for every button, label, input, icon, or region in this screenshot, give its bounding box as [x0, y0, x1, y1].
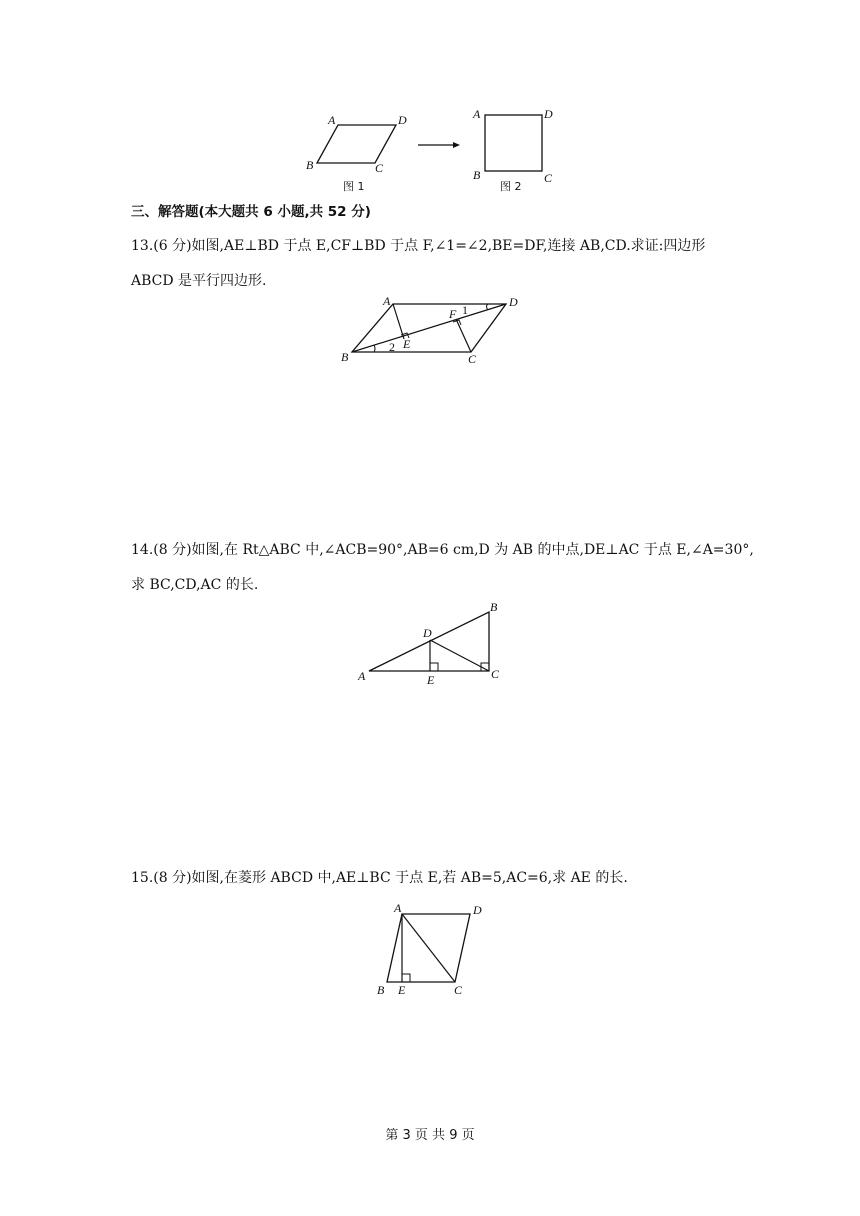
label-b: B: [341, 350, 349, 364]
square-fig2: [485, 115, 542, 171]
label-b: B: [490, 600, 498, 614]
q15-line1: 15.(8 分)如图,在菱形 ABCD 中,AE⊥BC 于点 E,若 AB=5,AC=6,求 AE 的长.: [131, 870, 628, 886]
label-d: D: [509, 295, 518, 309]
q13-line1: 13.(6 分)如图,AE⊥BD 于点 E,CF⊥BD 于点 F,∠1=∠2,BE=DF,连接 AB,CD.求证:四边形: [131, 238, 706, 254]
label-a: A: [358, 669, 366, 683]
q14-line2: 求 BC,CD,AC 的长.: [131, 577, 259, 593]
segment-dc: [430, 640, 489, 671]
arrow-head: [453, 142, 460, 148]
figure-1-2: [300, 104, 570, 198]
diagonal-ac: [402, 914, 455, 982]
label-a: A: [328, 113, 336, 127]
figure-q14: [350, 598, 510, 694]
label-e: E: [427, 673, 435, 687]
parallelogram-fig1: [317, 125, 396, 163]
label-b: B: [306, 158, 314, 172]
label-e: E: [398, 983, 406, 996]
label-a2: A: [473, 107, 481, 121]
label-c: C: [491, 667, 500, 681]
label-angle-1: 1: [462, 303, 468, 317]
segment-ae: [393, 304, 404, 339]
label-a: A: [383, 294, 391, 308]
right-angle-e: [430, 663, 438, 671]
label-c2: C: [544, 171, 553, 185]
q14-line1: 14.(8 分)如图,在 Rt△ABC 中,∠ACB=90°,AB=6 cm,D 为 AB 的中点,DE⊥AC 于点 E,∠A=30°,: [131, 542, 754, 558]
segment-cf: [456, 319, 471, 352]
label-d2: D: [544, 107, 553, 121]
label-d: D: [423, 626, 432, 640]
label-angle-2: 2: [389, 340, 395, 354]
section-heading: 三、解答题(本大题共 6 小题,共 52 分): [131, 204, 371, 220]
label-d: D: [398, 113, 407, 127]
label-c: C: [468, 352, 477, 366]
label-b2: B: [473, 168, 481, 182]
label-a: A: [394, 901, 402, 915]
caption-fig2: 图 2: [500, 180, 522, 193]
label-e: E: [403, 337, 411, 351]
page-footer: 第 3 页 共 9 页: [385, 1128, 475, 1143]
q13-line2: ABCD 是平行四边形.: [131, 273, 267, 289]
caption-fig1: 图 1: [343, 180, 365, 193]
label-d: D: [473, 903, 482, 917]
diagonal-bd: [352, 304, 506, 352]
figure-q15: [370, 900, 490, 1000]
label-c: C: [454, 983, 463, 996]
label-b: B: [377, 983, 385, 996]
angle-arc-1: [487, 304, 489, 310]
right-angle-e: [402, 974, 410, 982]
label-f: F: [449, 307, 457, 321]
label-c: C: [375, 161, 384, 175]
figure-q13: [338, 293, 528, 372]
angle-arc-2: [374, 345, 375, 352]
